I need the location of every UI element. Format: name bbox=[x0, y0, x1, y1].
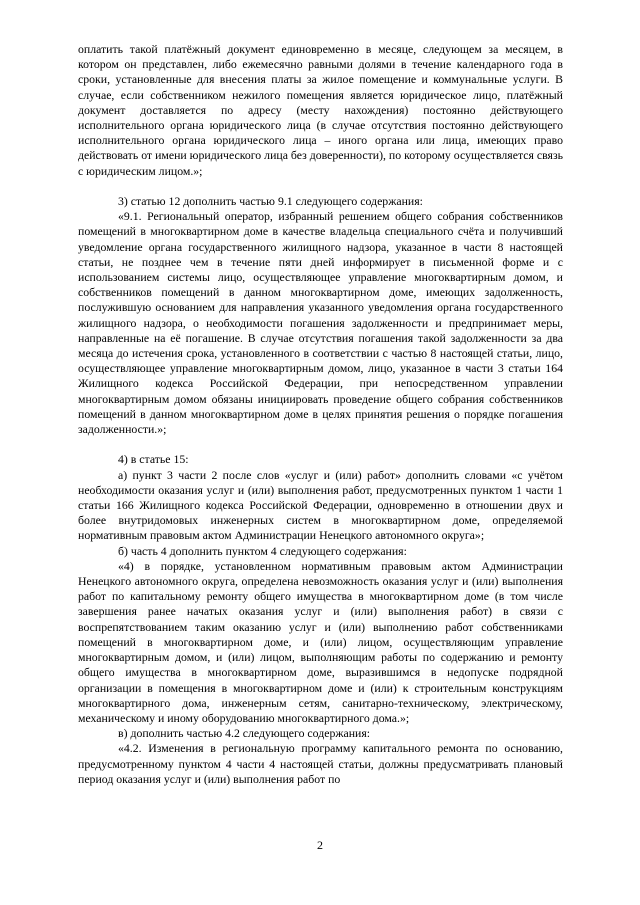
paragraph-spacer bbox=[78, 437, 563, 452]
paragraph-item-a: а) пункт 3 части 2 после слов «услуг и (или) работ» дополнить словами «с учётом необходимости оказания услуг и (или) выполнения работ, предусмотренных пунктом 1 части 1 статьи 166 Жилищного кодекса Российской Федерации, одновременно в отношении двух и более внутридомовых инженерных систем в многоквартирном доме, определяемой нормативным правовым актом Администрации Ненецкого автономного округа»; bbox=[78, 467, 563, 543]
paragraph-part-4-2: «4.2. Изменения в региональную программу капитального ремонта по основанию, предусмотренному пунктом 4 части 4 настоящей статьи, должны предусматривать плановый период оказания услуг и (или) выполнения работ по bbox=[78, 741, 563, 786]
paragraph-article-15-intro: 4) в статье 15: bbox=[118, 452, 189, 467]
paragraph-spacer bbox=[78, 179, 563, 194]
paragraph-payment-continuation: оплатить такой платёжный документ единовременно в месяце, следующем за месяцем, в котором он представлен, либо ежемесячно равными долями в течение календарного года в сроки, установленные для внесения платы за жилое помещение и коммунальные услуги. В случае, если собственником нежилого помещения является юридическое лицо, платёжный документ доставляется по адресу (месту нахождения) постоянно действующего исполнительного органа юридического лица (в случае отсутствия постоянно действующего исполнительного органа юридического лица – иного органа или лица, имеющих право действовать от имени юридического лица без доверенности), по которому осуществляется связь с юридическим лицом.»; bbox=[78, 42, 563, 178]
document-body bbox=[78, 42, 563, 787]
paragraph-part-9-1: «9.1. Региональный оператор, избранный решением общего собрания собственников помещений в многоквартирном доме в качестве владельца специального счёта и получивший уведомление органа государственного жилищного надзора, указанное в части 8 настоящей статьи, не позднее чем в течение пяти дней информирует в письменной форме и с использованием системы лицо, осуществляющее управление многоквартирным домом, и собственников помещений в данном многоквартирном доме, имеющих задолженность, послужившую основанием для направления указанного уведомления органа государственного жилищного надзора, о необходимости погашения задолженности и предпринимает меры, направленные на её погашение. В случае отсутствия погашения такой задолженности за два месяца до истечения срока, установленного в соответствии с частью 8 настоящей статьи, лицо, осуществляющее управление многоквартирным домом, лицо, указанное в части 3 статьи 164 Жилищного кодекса Российской Федерации, при непосредственном управлении многоквартирным домом обязаны инициировать проведение общего собрания собственников помещений в данном многоквартирном доме в целях принятия решения о порядке погашения задолженности.»; bbox=[78, 209, 563, 437]
paragraph-item-b: б) часть 4 дополнить пунктом 4 следующего содержания: bbox=[118, 543, 407, 558]
paragraph-point-4: «4) в порядке, установленном нормативным правовым актом Администрации Ненецкого автономного округа, определена невозможность оказания услуг и (или) выполнения работ по капитальному ремонту общего имущества в многоквартирном доме (в том числе завершения ранее начатых оказания услуг и (или) выполнения работ) в связи с воспрепятствованием таким оказанию услуг и (или) выполнению работ собственниками помещений в многоквартирном доме, и (или) лицом, осуществляющим управление многоквартирным домом, и (или) лицом, выполняющим работы по содержанию и ремонту общего имущества в многоквартирном доме, выразившимся в недопуске подрядной организации в помещения в многоквартирном доме и (или) к строительным конструкциям многоквартирного дома, инженерным сетям, санитарно-техническому, электрическому, механическому и иному оборудованию многоквартирного дома.»; bbox=[78, 558, 563, 725]
paragraph-article-12-intro: 3) статью 12 дополнить частью 9.1 следующего содержания: bbox=[118, 194, 423, 209]
page-number: 2 bbox=[317, 838, 323, 852]
paragraph-item-v: в) дополнить частью 4.2 следующего содержания: bbox=[118, 726, 371, 741]
